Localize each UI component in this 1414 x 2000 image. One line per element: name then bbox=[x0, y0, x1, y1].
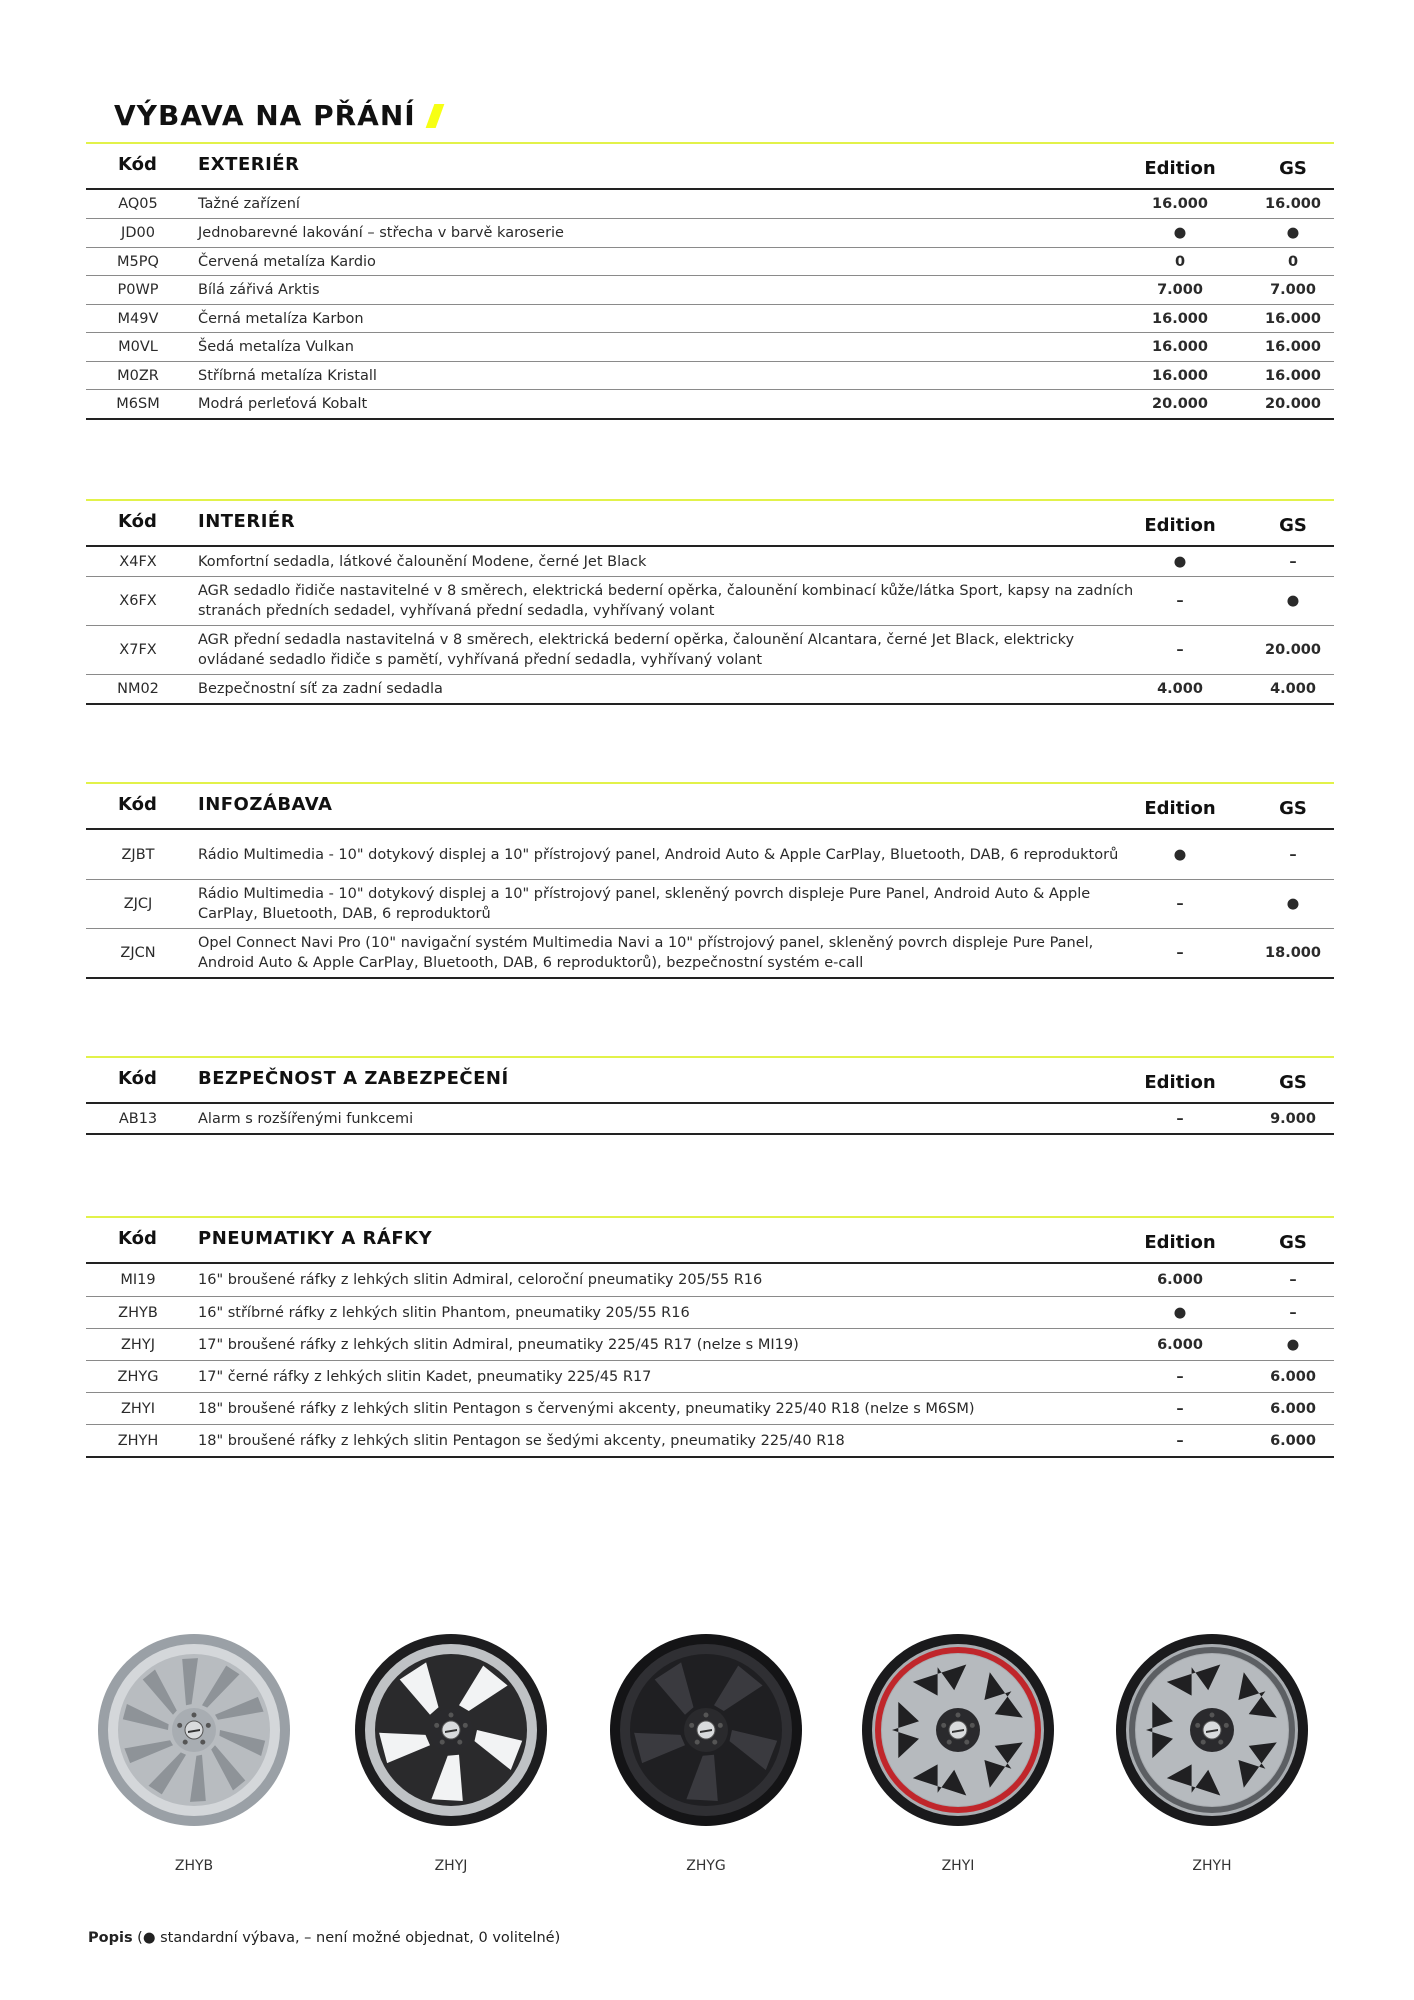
row-edition-value: 0 bbox=[1174, 253, 1186, 270]
row-code: M5PQ bbox=[117, 253, 159, 270]
table-row bbox=[86, 928, 1334, 977]
row-description: Šedá metalíza Vulkan bbox=[198, 339, 354, 355]
row-gs-value: ● bbox=[1286, 1336, 1300, 1353]
header-section-title: EXTERIÉR bbox=[198, 154, 300, 175]
row-code: X7FX bbox=[119, 642, 157, 658]
row-edition-value: – bbox=[1176, 1110, 1184, 1127]
table-row bbox=[86, 218, 1334, 247]
table-row bbox=[86, 247, 1334, 275]
row-description: Červená metalíza Kardio bbox=[198, 253, 376, 270]
row-gs-value: ● bbox=[1286, 225, 1300, 241]
table-row bbox=[86, 332, 1334, 361]
row-gs-value: 16.000 bbox=[1265, 339, 1321, 355]
wheel-zhyg-image bbox=[606, 1630, 806, 1830]
row-code: NM02 bbox=[117, 681, 159, 697]
row-edition-value: – bbox=[1176, 945, 1184, 961]
row-code: M0VL bbox=[118, 339, 158, 355]
wheel-lug-nut bbox=[970, 1723, 975, 1728]
row-description: Modrá perleťová Kobalt bbox=[198, 396, 368, 412]
wheel-zhyi-image bbox=[858, 1630, 1058, 1830]
header-gs: GS bbox=[1279, 798, 1307, 819]
row-gs-value: – bbox=[1289, 1272, 1297, 1288]
table-row bbox=[86, 674, 1334, 703]
wheel-label: ZHYJ bbox=[434, 1858, 468, 1874]
wheel-gallery bbox=[86, 1630, 1336, 1874]
header-section-title: BEZPEČNOST A ZABEZPEČENÍ bbox=[198, 1068, 509, 1089]
wheel-zhyb-image bbox=[94, 1630, 294, 1830]
wheel-lug-nut bbox=[449, 1713, 454, 1718]
row-edition-value: 16.000 bbox=[1152, 196, 1208, 212]
table-header bbox=[86, 782, 1334, 830]
wheel-item bbox=[606, 1630, 806, 1874]
header-code: Kód bbox=[118, 794, 157, 815]
wheel-label: ZHYH bbox=[1192, 1858, 1232, 1874]
table-row bbox=[86, 389, 1334, 418]
row-gs-value: 16.000 bbox=[1265, 367, 1321, 384]
wheel-zhyh-image bbox=[1112, 1630, 1312, 1830]
row-edition-value: 16.000 bbox=[1152, 367, 1208, 384]
wheel-item bbox=[1112, 1630, 1312, 1874]
row-edition-value: 16.000 bbox=[1152, 310, 1208, 327]
table-row bbox=[86, 304, 1334, 332]
row-code: ZHYB bbox=[118, 1304, 158, 1321]
row-gs-value: 18.000 bbox=[1265, 945, 1321, 961]
row-gs-value: 9.000 bbox=[1270, 1110, 1316, 1127]
row-description: 18" broušené ráfky z lehkých slitin Pentagon se šedými akcenty, pneumatiky 225/40 R18 bbox=[198, 1432, 845, 1449]
row-code: ZJCN bbox=[120, 945, 156, 961]
wheel-item bbox=[351, 1630, 551, 1874]
row-code: P0WP bbox=[117, 282, 159, 298]
row-description: 16" stříbrné ráfky z lehkých slitin Phantom, pneumatiky 205/55 R16 bbox=[198, 1304, 690, 1321]
row-code: M6SM bbox=[116, 396, 160, 412]
row-edition-value: – bbox=[1176, 896, 1184, 912]
legend-title: Popis bbox=[88, 1930, 133, 1946]
row-edition-value: ● bbox=[1173, 846, 1187, 863]
table-row bbox=[86, 1328, 1334, 1360]
table-row bbox=[86, 1360, 1334, 1392]
row-code: M0ZR bbox=[117, 367, 159, 384]
row-edition-value: 6.000 bbox=[1157, 1272, 1203, 1288]
table-row bbox=[86, 1296, 1334, 1328]
wheel-lug-nut bbox=[463, 1723, 468, 1728]
header-edition: Edition bbox=[1144, 158, 1216, 179]
wheel-label: ZHYI bbox=[941, 1858, 975, 1874]
table-row bbox=[86, 1392, 1334, 1424]
row-code: ZJBT bbox=[121, 846, 155, 863]
row-edition-value: – bbox=[1176, 1368, 1184, 1385]
wheel-lug-nut bbox=[1210, 1713, 1215, 1718]
row-edition-value: 20.000 bbox=[1152, 396, 1208, 412]
header-code: Kód bbox=[118, 511, 157, 532]
table-row bbox=[86, 576, 1334, 625]
wheel-lug-nut bbox=[440, 1740, 445, 1745]
table-row bbox=[86, 625, 1334, 674]
wheel-label: ZHYB bbox=[174, 1858, 214, 1874]
table-row bbox=[86, 1104, 1334, 1133]
page-title bbox=[114, 99, 440, 132]
wheel-lug-nut bbox=[704, 1713, 709, 1718]
wheel-lug-nut bbox=[457, 1740, 462, 1745]
header-gs: GS bbox=[1279, 515, 1307, 536]
row-code: ZHYH bbox=[117, 1432, 159, 1449]
row-edition-value: 4.000 bbox=[1157, 681, 1203, 697]
table-row bbox=[86, 1424, 1334, 1456]
wheel-lug-nut bbox=[206, 1723, 211, 1728]
row-edition-value: 6.000 bbox=[1157, 1336, 1203, 1353]
row-description: Černá metalíza Karbon bbox=[198, 310, 364, 327]
row-code: M49V bbox=[117, 310, 159, 327]
row-code: MI19 bbox=[120, 1272, 156, 1288]
row-description: Stříbrná metalíza Kristall bbox=[198, 367, 377, 384]
row-gs-value: 6.000 bbox=[1270, 1368, 1316, 1385]
wheel-label: ZHYG bbox=[686, 1858, 726, 1874]
row-edition-value: 7.000 bbox=[1157, 282, 1203, 298]
row-code: ZHYG bbox=[117, 1368, 159, 1385]
wheel-lug-nut bbox=[956, 1713, 961, 1718]
wheel-lug-nut bbox=[712, 1740, 717, 1745]
row-description: Tažné zařízení bbox=[198, 196, 300, 212]
row-code: ZJCJ bbox=[123, 896, 153, 912]
table-row bbox=[86, 190, 1334, 218]
row-description: Bílá zářivá Arktis bbox=[198, 282, 320, 298]
header-edition: Edition bbox=[1144, 515, 1216, 536]
row-gs-value: – bbox=[1289, 553, 1297, 570]
header-gs: GS bbox=[1279, 1232, 1307, 1253]
row-code: JD00 bbox=[121, 225, 155, 241]
table-header bbox=[86, 142, 1334, 190]
header-section-title: INFOZÁBAVA bbox=[198, 794, 333, 815]
row-gs-value: – bbox=[1289, 1304, 1297, 1321]
row-code: X6FX bbox=[119, 593, 157, 609]
table-body bbox=[86, 1104, 1334, 1135]
row-edition-value: – bbox=[1176, 1400, 1184, 1417]
wheel-lug-nut bbox=[947, 1740, 952, 1745]
row-gs-value: 6.000 bbox=[1270, 1432, 1316, 1449]
table-row bbox=[86, 547, 1334, 576]
header-code: Kód bbox=[118, 1228, 157, 1249]
row-code: AB13 bbox=[118, 1110, 158, 1127]
table-row bbox=[86, 361, 1334, 389]
table-row bbox=[86, 1264, 1334, 1296]
row-gs-value: 20.000 bbox=[1265, 396, 1321, 412]
wheel-lug-nut bbox=[177, 1723, 182, 1728]
table-body bbox=[86, 830, 1334, 979]
wheel-lug-nut bbox=[1201, 1740, 1206, 1745]
table-row bbox=[86, 830, 1334, 879]
wheel-zhyj-image bbox=[351, 1630, 551, 1830]
table-header bbox=[86, 499, 1334, 547]
table-row bbox=[86, 879, 1334, 928]
page-title-text: VÝBAVA NA PŘÁNÍ bbox=[114, 99, 416, 132]
row-gs-value: 7.000 bbox=[1270, 282, 1316, 298]
wheel-lug-nut bbox=[183, 1740, 188, 1745]
row-gs-value: 16.000 bbox=[1265, 196, 1321, 212]
row-edition-value: ● bbox=[1173, 553, 1187, 570]
wheel-lug-nut bbox=[434, 1723, 439, 1728]
table-body bbox=[86, 190, 1334, 420]
wheel-lug-nut bbox=[689, 1723, 694, 1728]
table-body bbox=[86, 547, 1334, 705]
table-header bbox=[86, 1056, 1334, 1104]
row-description: Komfortní sedadla, látkové čalounění Modene, černé Jet Black bbox=[198, 553, 647, 570]
row-gs-value: 16.000 bbox=[1265, 310, 1321, 327]
wheel-lug-nut bbox=[200, 1740, 205, 1745]
row-edition-value: – bbox=[1176, 642, 1184, 658]
row-code: X4FX bbox=[119, 553, 157, 570]
wheel-lug-nut bbox=[1195, 1723, 1200, 1728]
header-edition: Edition bbox=[1144, 798, 1216, 819]
row-description: Bezpečnostní síť za zadní sedadla bbox=[198, 681, 443, 697]
row-description: AGR sedadlo řidiče nastavitelné v 8 směrech, elektrická bederní opěrka, čalounění kombinací kůže/látka Sport, kapsy na zadních stranách předních sedadel, vyhřívaná přední sedadla, vyhřívaný volant bbox=[198, 583, 1134, 619]
title-accent-slash bbox=[425, 104, 444, 128]
row-edition-value: – bbox=[1176, 1432, 1184, 1449]
legend-text: (● standardní výbava, – není možné objednat, 0 volitelné) bbox=[132, 1930, 561, 1946]
table-header bbox=[86, 1216, 1334, 1264]
row-gs-value: 0 bbox=[1287, 253, 1299, 270]
row-code: ZHYI bbox=[121, 1400, 155, 1417]
row-gs-value: ● bbox=[1286, 593, 1300, 609]
row-description: Jednobarevné lakování – střecha v barvě karoserie bbox=[198, 225, 564, 241]
row-description: 17" broušené ráfky z lehkých slitin Admiral, pneumatiky 225/45 R17 (nelze s MI19) bbox=[198, 1336, 799, 1353]
row-edition-value: – bbox=[1176, 593, 1184, 609]
row-description: Rádio Multimedia - 10" dotykový displej a 10" přístrojový panel, Android Auto & Apple CarPlay, Bluetooth, DAB, 6 reproduktorů bbox=[198, 846, 1119, 863]
row-description: 16" broušené ráfky z lehkých slitin Admiral, celoroční pneumatiky 205/55 R16 bbox=[198, 1272, 763, 1288]
wheel-lug-nut bbox=[1224, 1723, 1229, 1728]
row-code: ZHYJ bbox=[121, 1336, 155, 1353]
wheel-lug-nut bbox=[964, 1740, 969, 1745]
header-code: Kód bbox=[118, 1068, 157, 1089]
row-edition-value: ● bbox=[1173, 1304, 1187, 1321]
wheel-item bbox=[94, 1630, 294, 1874]
row-description: 18" broušené ráfky z lehkých slitin Pentagon s červenými akcenty, pneumatiky 225/40 R18 (nelze s M6SM) bbox=[198, 1400, 975, 1417]
header-gs: GS bbox=[1279, 1072, 1307, 1093]
header-code: Kód bbox=[118, 154, 157, 175]
table-body bbox=[86, 1264, 1334, 1458]
wheel-lug-nut bbox=[192, 1713, 197, 1718]
wheel-lug-nut bbox=[1218, 1740, 1223, 1745]
header-edition: Edition bbox=[1144, 1232, 1216, 1253]
wheel-item bbox=[858, 1630, 1058, 1874]
header-section-title: INTERIÉR bbox=[198, 511, 296, 532]
table-row bbox=[86, 275, 1334, 304]
row-edition-value: 16.000 bbox=[1152, 339, 1208, 355]
row-gs-value: 6.000 bbox=[1270, 1400, 1316, 1417]
header-edition: Edition bbox=[1144, 1072, 1216, 1093]
legend bbox=[88, 1930, 560, 1946]
row-description: Alarm s rozšířenými funkcemi bbox=[198, 1110, 414, 1127]
row-gs-value: 20.000 bbox=[1265, 642, 1321, 658]
wheel-lug-nut bbox=[695, 1740, 700, 1745]
row-description: AGR přední sedadla nastavitelná v 8 směrech, elektrická bederní opěrka, čalounění Alcantara, černé Jet Black, elektricky ovládané sedadlo řidiče s pamětí, vyhřívaná přední sedadla, vyhřívaný volant bbox=[198, 632, 1075, 668]
row-gs-value: ● bbox=[1286, 896, 1300, 912]
row-code: AQ05 bbox=[118, 196, 158, 212]
row-gs-value: 4.000 bbox=[1270, 681, 1316, 697]
header-gs: GS bbox=[1279, 158, 1307, 179]
row-gs-value: – bbox=[1289, 846, 1297, 863]
wheel-lug-nut bbox=[941, 1723, 946, 1728]
row-description: Opel Connect Navi Pro (10" navigační systém Multimedia Navi a 10" přístrojový panel, skleněný povrch displeje Pure Panel, Android Auto & Apple CarPlay, Bluetooth, DAB, 6 reproduktorů), bezpečnostní systém e-call bbox=[198, 935, 1094, 971]
header-section-title: PNEUMATIKY A RÁFKY bbox=[198, 1228, 433, 1249]
row-description: Rádio Multimedia - 10" dotykový displej a 10" přístrojový panel, skleněný povrch displeje Pure Panel, Android Auto & Apple CarPlay, Bluetooth, DAB, 6 reproduktorů bbox=[198, 886, 1091, 922]
wheel-lug-nut bbox=[718, 1723, 723, 1728]
row-description: 17" černé ráfky z lehkých slitin Kadet, pneumatiky 225/45 R17 bbox=[198, 1368, 652, 1385]
row-edition-value: ● bbox=[1173, 225, 1187, 241]
